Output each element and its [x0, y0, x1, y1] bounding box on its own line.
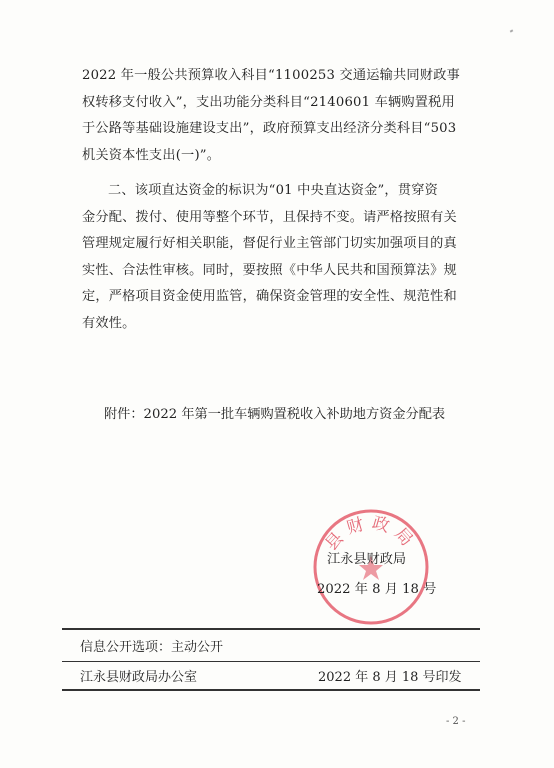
divider-middle	[62, 661, 480, 662]
text-line: 实性、合法性审核。同时，要按照《中华人民共和国预算法》规	[82, 262, 457, 278]
text-line: 金分配、拨付、使用等整个环节，且保持不变。请严格按照有关	[82, 209, 457, 225]
page-number: - 2 -	[446, 716, 466, 727]
scan-speck	[510, 29, 514, 32]
issuing-office: 江永县财政局办公室	[80, 670, 198, 685]
text-line: 权转移支付收入”，支出功能分类科目“2140601 车辆购置税用	[82, 94, 455, 110]
signature-date: 2022 年 8 月 18 号	[317, 582, 437, 597]
paragraph-direct-funds	[82, 178, 474, 338]
official-seal	[310, 506, 432, 628]
divider-bottom	[62, 689, 480, 691]
divider-top	[62, 628, 480, 630]
paragraph-budget-subjects	[82, 63, 474, 169]
text-line: 管理规定履行好相关职能，督促行业主管部门切实加强项目的真	[82, 236, 457, 252]
text-line: 机关资本性支出(一)”。	[82, 147, 221, 163]
text-line: 2022 年一般公共预算收入科目“1100253 交通运输共同财政事	[82, 68, 460, 83]
seal-text: 县财政局	[321, 513, 421, 555]
text-line: 于公路等基础设施建设支出”，政府预算支出经济分类科目“503	[82, 121, 457, 137]
issue-date: 2022 年 8 月 18 号印发	[318, 670, 462, 685]
text-line: 有效性。	[82, 315, 136, 331]
signature-org: 江永县财政局	[327, 552, 407, 567]
text-line: 定，严格项目资金使用监管，确保资金管理的安全性、规范性和	[82, 289, 457, 305]
info-disclosure-option: 信息公开选项：主动公开	[80, 640, 224, 655]
text-line: 二、该项直达资金的标识为“01 中央直达资金”，贯穿资	[108, 183, 438, 198]
attachment-note: 附件：2022 年第一批车辆购置税收入补助地方资金分配表	[104, 407, 446, 422]
